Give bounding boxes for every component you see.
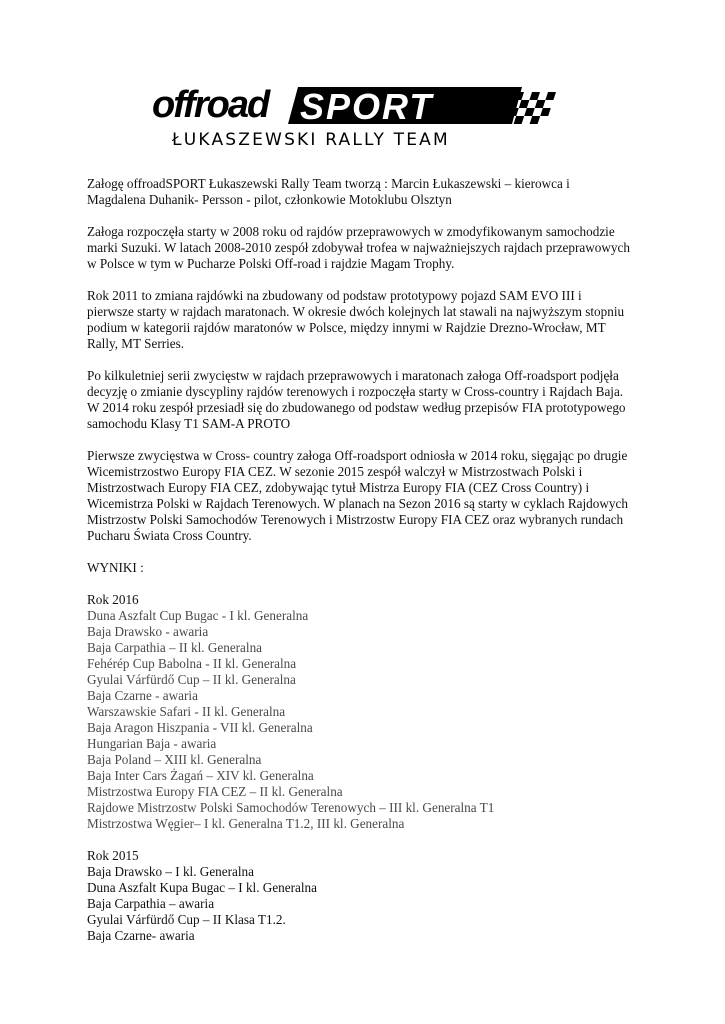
paragraph-beginnings [87, 224, 647, 272]
result-item: Baja Drawsko – I kl. Generalna [87, 864, 254, 879]
year-title: Rok 2015 [87, 848, 139, 863]
text-line: Pucharu Świata Cross Country. [87, 528, 252, 543]
result-item: Baja Carpathia – awaria [87, 896, 215, 911]
results-2016 [87, 592, 647, 832]
results-heading: WYNIKI : [87, 560, 144, 575]
result-item: Gyulai Várfürdő Cup – II kl. Generalna [87, 672, 296, 687]
text-line: Magdalena Duhanik- Persson - pilot, członkowie Motoklubu Olsztyn [87, 192, 452, 207]
result-item: Duna Aszfalt Cup Bugac - I kl. Generalna [87, 608, 309, 623]
result-item: Baja Czarne- awaria [87, 928, 195, 943]
paragraph-victories [87, 448, 647, 544]
results-2015 [87, 848, 647, 944]
result-item: Warszawskie Safari - II kl. Generalna [87, 704, 286, 719]
text-line: Wicemistrza Polski w Rajdach Terenowych. W planach na Sezon 2016 są starty w cyklach Rajdowych [87, 496, 628, 511]
logo-brand-left: offroad [152, 84, 269, 126]
logo-brand-right: SPORT [300, 86, 434, 127]
result-item: Baja Carpathia – II kl. Generalna [87, 640, 263, 655]
text-line: samochodu Klasy T1 SAM-A PROTO [87, 416, 291, 431]
text-line: marki Suzuki. W latach 2008-2010 zespół zdobywał trofea w najważniejszych rajdach przeprawowych [87, 240, 630, 255]
text-line: W 2014 roku zespół przesiadł się do zbudowanego od podstaw według przepisów FIA prototypowego [87, 400, 626, 415]
text-line: Pierwsze zwycięstwa w Cross- country załoga Off-roadsport odniosła w 2014 roku, sięgając po drugie [87, 448, 628, 463]
text-line: Wicemistrzostwo Europy FIA CEZ. W sezonie 2015 zespół walczył w Mistrzostwach Polski i [87, 464, 583, 479]
result-item: Duna Aszfalt Kupa Bugac – I kl. Generalna [87, 880, 317, 895]
text-line: Po kilkuletniej serii zwycięstw w rajdach przeprawowych i maratonach załoga Off-roadsport podjęła [87, 368, 619, 383]
text-line: Mistrzostw Polski Samochodów Terenowych i Mistrzostw Europy FIA CEZ oraz wybranych rundach [87, 512, 624, 527]
paragraph-2011 [87, 288, 647, 352]
result-item: Fehérép Cup Babolna - II kl. Generalna [87, 656, 297, 671]
text-line: Rally, MT Serries. [87, 336, 185, 351]
team-logo [150, 84, 570, 150]
text-line: w Polsce w tym w Pucharze Polski Off-road i rajdzie Magam Trophy. [87, 256, 455, 271]
result-item: Mistrzostwa Węgier– I kl. Generalna T1.2, III kl. Generalna [87, 816, 405, 831]
logo-subtitle: ŁUKASZEWSKI RALLY TEAM [172, 130, 450, 150]
result-item: Gyulai Várfürdő Cup – II Klasa T1.2. [87, 912, 286, 927]
text-line: Rok 2011 to zmiana rajdówki na zbudowany od podstaw prototypowy pojazd SAM EVO III i [87, 288, 582, 303]
result-item: Baja Drawsko - awaria [87, 624, 209, 639]
paragraph-discipline-change [87, 368, 647, 432]
text-line: Załogę offroadSPORT Łukaszewski Rally Team tworzą : Marcin Łukaszewski – kierowca i [87, 176, 570, 191]
text-line: podium w kategorii rajdów maratonów w Polsce, między innymi w Rajdzie Drezno-Wrocław, MT [87, 320, 606, 335]
result-item: Rajdowe Mistrzostw Polski Samochodów Terenowych – III kl. Generalna T1 [87, 800, 495, 815]
result-item: Mistrzostwa Europy FIA CEZ – II kl. Generalna [87, 784, 343, 799]
text-line: decyzję o zmianie dyscypliny rajdów terenowych i rozpoczęła starty w Cross-country i Rajdach Baja. [87, 384, 624, 399]
result-item: Baja Czarne - awaria [87, 688, 198, 703]
result-item: Baja Aragon Hiszpania - VII kl. Generalna [87, 720, 313, 735]
document-body [87, 176, 647, 960]
result-item: Baja Inter Cars Żagań – XIV kl. Generalna [87, 768, 314, 783]
text-line: Załoga rozpoczęła starty w 2008 roku od rajdów przeprawowych w zmodyfikowanym samochodzie [87, 224, 615, 239]
text-line: pierwsze starty w rajdach maratonach. W okresie dwóch kolejnych lat stawali na najwyższym stopniu [87, 304, 625, 319]
result-item: Hungarian Baja - awaria [87, 736, 217, 751]
result-item: Baja Poland – XIII kl. Generalna [87, 752, 262, 767]
paragraph-crew [87, 176, 647, 208]
text-line: Mistrzostwach Europy FIA CEZ, zdobywając tytuł Mistrza Europy FIA (CEZ Cross Country) i [87, 480, 590, 495]
year-title: Rok 2016 [87, 592, 139, 607]
